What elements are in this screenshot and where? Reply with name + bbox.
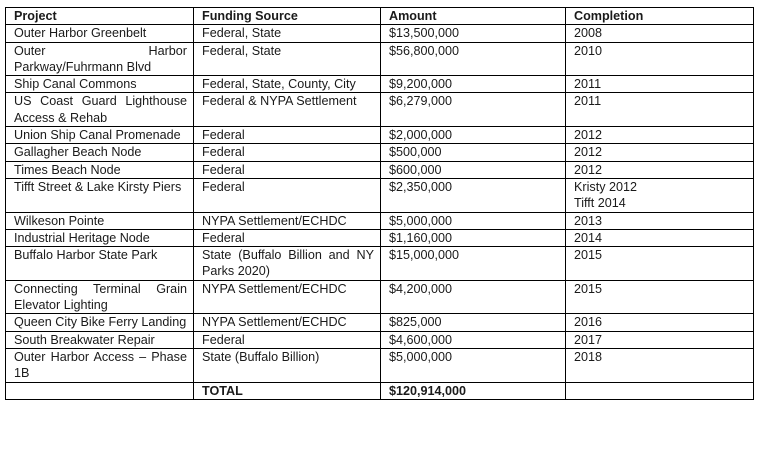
total-amount: $120,914,000 [381,382,566,399]
cell-funding: Federal [194,161,381,178]
cell-funding: NYPA Settlement/ECHDC [194,314,381,331]
cell-completion [566,280,754,314]
cell-project: Buffalo Harbor State Park [6,247,194,281]
completion-line: 2008 [574,26,603,41]
cell-completion [566,42,754,76]
cell-project: Outer Harbor Greenbelt [6,25,194,42]
cell-amount: $4,200,000 [381,280,566,314]
cell-project: Tifft Street & Lake Kirsty Piers [6,178,194,212]
completion-line: 2012 [574,162,603,177]
cell-amount: $6,279,000 [381,93,566,127]
table-row [6,161,754,178]
cell-funding: NYPA Settlement/ECHDC [194,212,381,229]
completion-line: 2011 [574,77,602,92]
funding-table [5,7,754,400]
cell-amount: $56,800,000 [381,42,566,76]
cell-project: Ship Canal Commons [6,76,194,93]
cell-amount: $4,600,000 [381,331,566,348]
completion-line: 2017 [574,332,603,347]
cell-amount: $600,000 [381,161,566,178]
completion-line: 2015 [574,281,603,296]
cell-funding: Federal [194,127,381,144]
cell-funding: Federal & NYPA Settlement [194,93,381,127]
cell-amount: $5,000,000 [381,212,566,229]
cell-completion [566,161,754,178]
cell-amount: $2,350,000 [381,178,566,212]
cell-completion [566,229,754,246]
cell-amount: $9,200,000 [381,76,566,93]
cell-amount: $825,000 [381,314,566,331]
cell-funding: Federal [194,331,381,348]
table-header-row [6,8,754,25]
cell-funding: Federal [194,178,381,212]
table-row [6,314,754,331]
cell-completion [566,76,754,93]
completion-line: 2015 [574,248,603,263]
table-row [6,178,754,212]
cell-completion [566,93,754,127]
completion-line: 2014 [574,230,603,245]
cell-amount: $5,000,000 [381,348,566,382]
table-row [6,348,754,382]
cell-project: Industrial Heritage Node [6,229,194,246]
cell-amount: $13,500,000 [381,25,566,42]
table-row [6,229,754,246]
cell-funding: Federal, State [194,25,381,42]
cell-funding: Federal, State [194,42,381,76]
cell-completion [566,144,754,161]
completion-line: 2012 [574,145,603,160]
cell-project: Times Beach Node [6,161,194,178]
table-row [6,127,754,144]
cell-completion [566,178,754,212]
cell-completion [566,331,754,348]
completion-line: 2013 [574,213,603,228]
cell-completion [566,314,754,331]
cell-amount: $500,000 [381,144,566,161]
cell-completion [566,247,754,281]
table-row [6,25,754,42]
cell-project: Outer Harbor Parkway/Fuhrmann Blvd [6,42,194,76]
table-row [6,280,754,314]
table-row [6,212,754,229]
cell-amount: $2,000,000 [381,127,566,144]
cell-completion [566,348,754,382]
table-row [6,144,754,161]
cell-project: Wilkeson Pointe [6,212,194,229]
completion-line: 2016 [574,315,603,330]
cell-funding: State (Buffalo Billion and NY Parks 2020) [194,247,381,281]
total-label: TOTAL [194,382,381,399]
cell-completion [566,25,754,42]
cell-funding: Federal [194,229,381,246]
header-funding-source: Funding Source [194,8,381,25]
cell-amount: $1,160,000 [381,229,566,246]
cell-project: Union Ship Canal Promenade [6,127,194,144]
cell-project: Connecting Terminal Grain Elevator Lighting [6,280,194,314]
cell-completion [566,127,754,144]
header-amount: Amount [381,8,566,25]
header-completion: Completion [566,8,754,25]
cell-project: Gallagher Beach Node [6,144,194,161]
table-row [6,42,754,76]
table-row [6,93,754,127]
completion-line: 2018 [574,349,603,364]
cell-funding: NYPA Settlement/ECHDC [194,280,381,314]
cell-empty [6,382,194,399]
cell-funding: State (Buffalo Billion) [194,348,381,382]
cell-empty [566,382,754,399]
cell-funding: Federal, State, County, City [194,76,381,93]
completion-line: Tifft 2014 [574,196,626,211]
cell-project: Outer Harbor Access – Phase 1B [6,348,194,382]
completion-line: Kristy 2012 [574,179,637,194]
header-project: Project [6,8,194,25]
completion-line: 2010 [574,43,603,58]
completion-line: 2012 [574,128,603,143]
total-row [6,382,754,399]
cell-amount: $15,000,000 [381,247,566,281]
cell-project: South Breakwater Repair [6,331,194,348]
cell-project: US Coast Guard Lighthouse Access & Rehab [6,93,194,127]
table-row [6,247,754,281]
completion-line: 2011 [574,94,602,109]
cell-funding: Federal [194,144,381,161]
cell-completion [566,212,754,229]
table-row [6,76,754,93]
cell-project: Queen City Bike Ferry Landing [6,314,194,331]
table-row [6,331,754,348]
